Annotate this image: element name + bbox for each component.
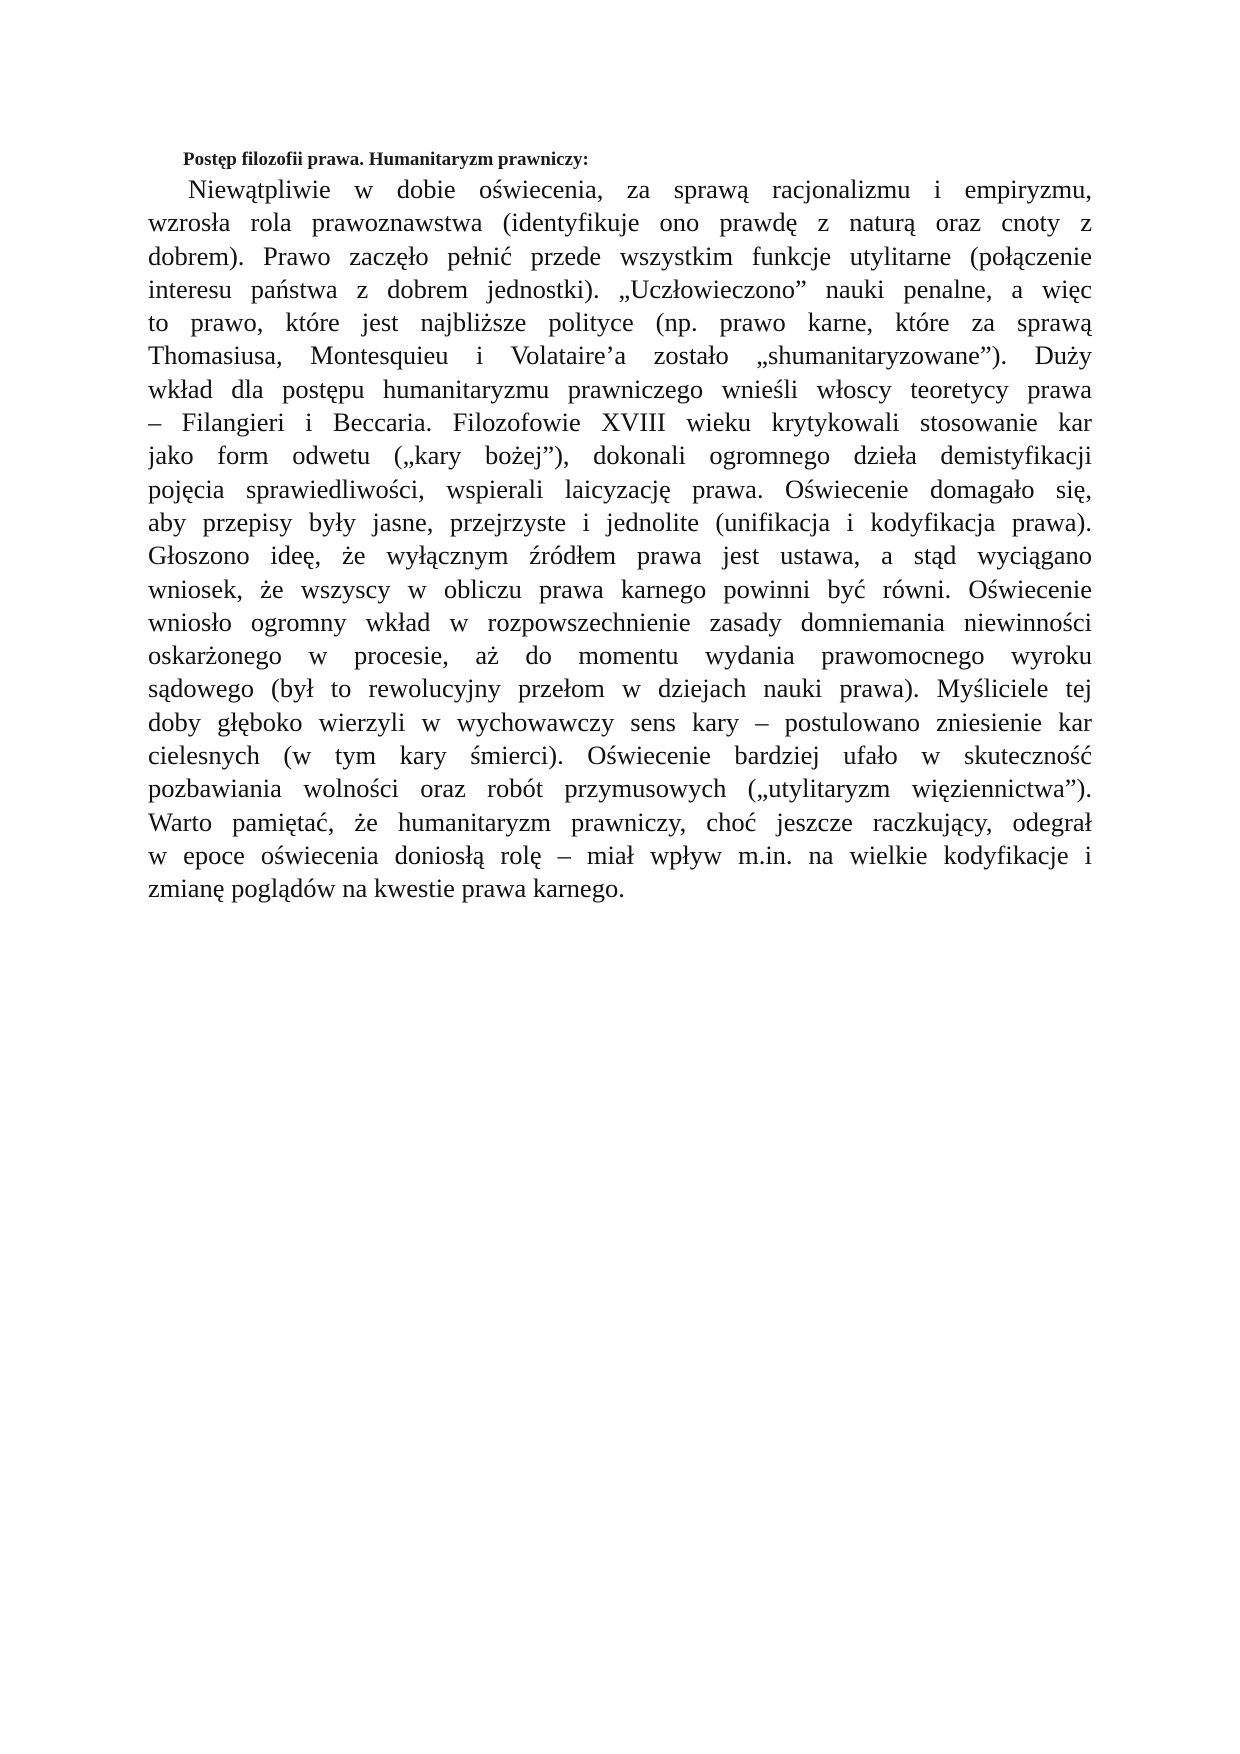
text-line: Thomasiusa, Montesquieu i Volataire’a zostało „shumanitaryzowane”). Duży bbox=[148, 340, 1092, 371]
text-line: jako form odwetu („kary bożej”), dokonali ogromnego dzieła demistyfikacji bbox=[148, 440, 1092, 471]
text-line: aby przepisy były jasne, przejrzyste i jednolite (unifikacja i kodyfikacja prawa). bbox=[148, 506, 1092, 537]
text-line: interesu państwa z dobrem jednostki). „Uczłowieczono” nauki penalne, a więc bbox=[148, 273, 1092, 304]
document-body bbox=[148, 173, 1092, 906]
text-line: wzrosła rola prawoznawstwa (identyfikuje ono prawdę z naturą oraz cnoty z bbox=[148, 207, 1092, 238]
text-line: w epoce oświecenia doniosłą rolę – miał wpływ m.in. na wielkie kodyfikacje i bbox=[148, 839, 1092, 870]
document-title: Postęp filozofii prawa. Humanitaryzm prawniczy: bbox=[183, 149, 589, 170]
text-line: wkład dla postępu humanitaryzmu prawniczego wnieśli włoscy teoretycy prawa bbox=[148, 373, 1092, 404]
text-line: pojęcia sprawiedliwości, wspierali laicyzację prawa. Oświecenie domagało się, bbox=[148, 473, 1092, 504]
text-line: to prawo, które jest najbliższe polityce (np. prawo karne, które za sprawą bbox=[148, 307, 1092, 338]
text-line: Głoszono ideę, że wyłącznym źródłem prawa jest ustawa, a stąd wyciągano bbox=[148, 540, 1092, 571]
text-line: zmianę poglądów na kwestie prawa karnego. bbox=[148, 873, 625, 904]
text-line: dobrem). Prawo zaczęło pełnić przede wszystkim funkcje utylitarne (połączenie bbox=[148, 240, 1092, 271]
text-line: cielesnych (w tym kary śmierci). Oświecenie bardziej ufało w skuteczność bbox=[148, 740, 1092, 771]
text-line: sądowego (był to rewolucyjny przełom w dziejach nauki prawa). Myśliciele tej bbox=[148, 673, 1092, 704]
text-line: wniosło ogromny wkład w rozpowszechnienie zasady domniemania niewinności bbox=[148, 606, 1092, 637]
text-line: Warto pamiętać, że humanitaryzm prawniczy, choć jeszcze raczkujący, odegrał bbox=[148, 806, 1092, 837]
text-line: Niewątpliwie w dobie oświecenia, za sprawą racjonalizmu i empiryzmu, bbox=[188, 174, 1092, 204]
text-line: oskarżonego w procesie, aż do momentu wydania prawomocnego wyroku bbox=[148, 640, 1092, 671]
text-line: – Filangieri i Beccaria. Filozofowie XVIII wieku krytykowali stosowanie kar bbox=[148, 407, 1092, 438]
text-line: wniosek, że wszyscy w obliczu prawa karnego powinni być równi. Oświecenie bbox=[148, 573, 1092, 604]
text-line: doby głęboko wierzyli w wychowawczy sens kary – postulowano zniesienie kar bbox=[148, 706, 1092, 737]
text-line: pozbawiania wolności oraz robót przymusowych („utylitaryzm więziennictwa”). bbox=[148, 773, 1092, 804]
